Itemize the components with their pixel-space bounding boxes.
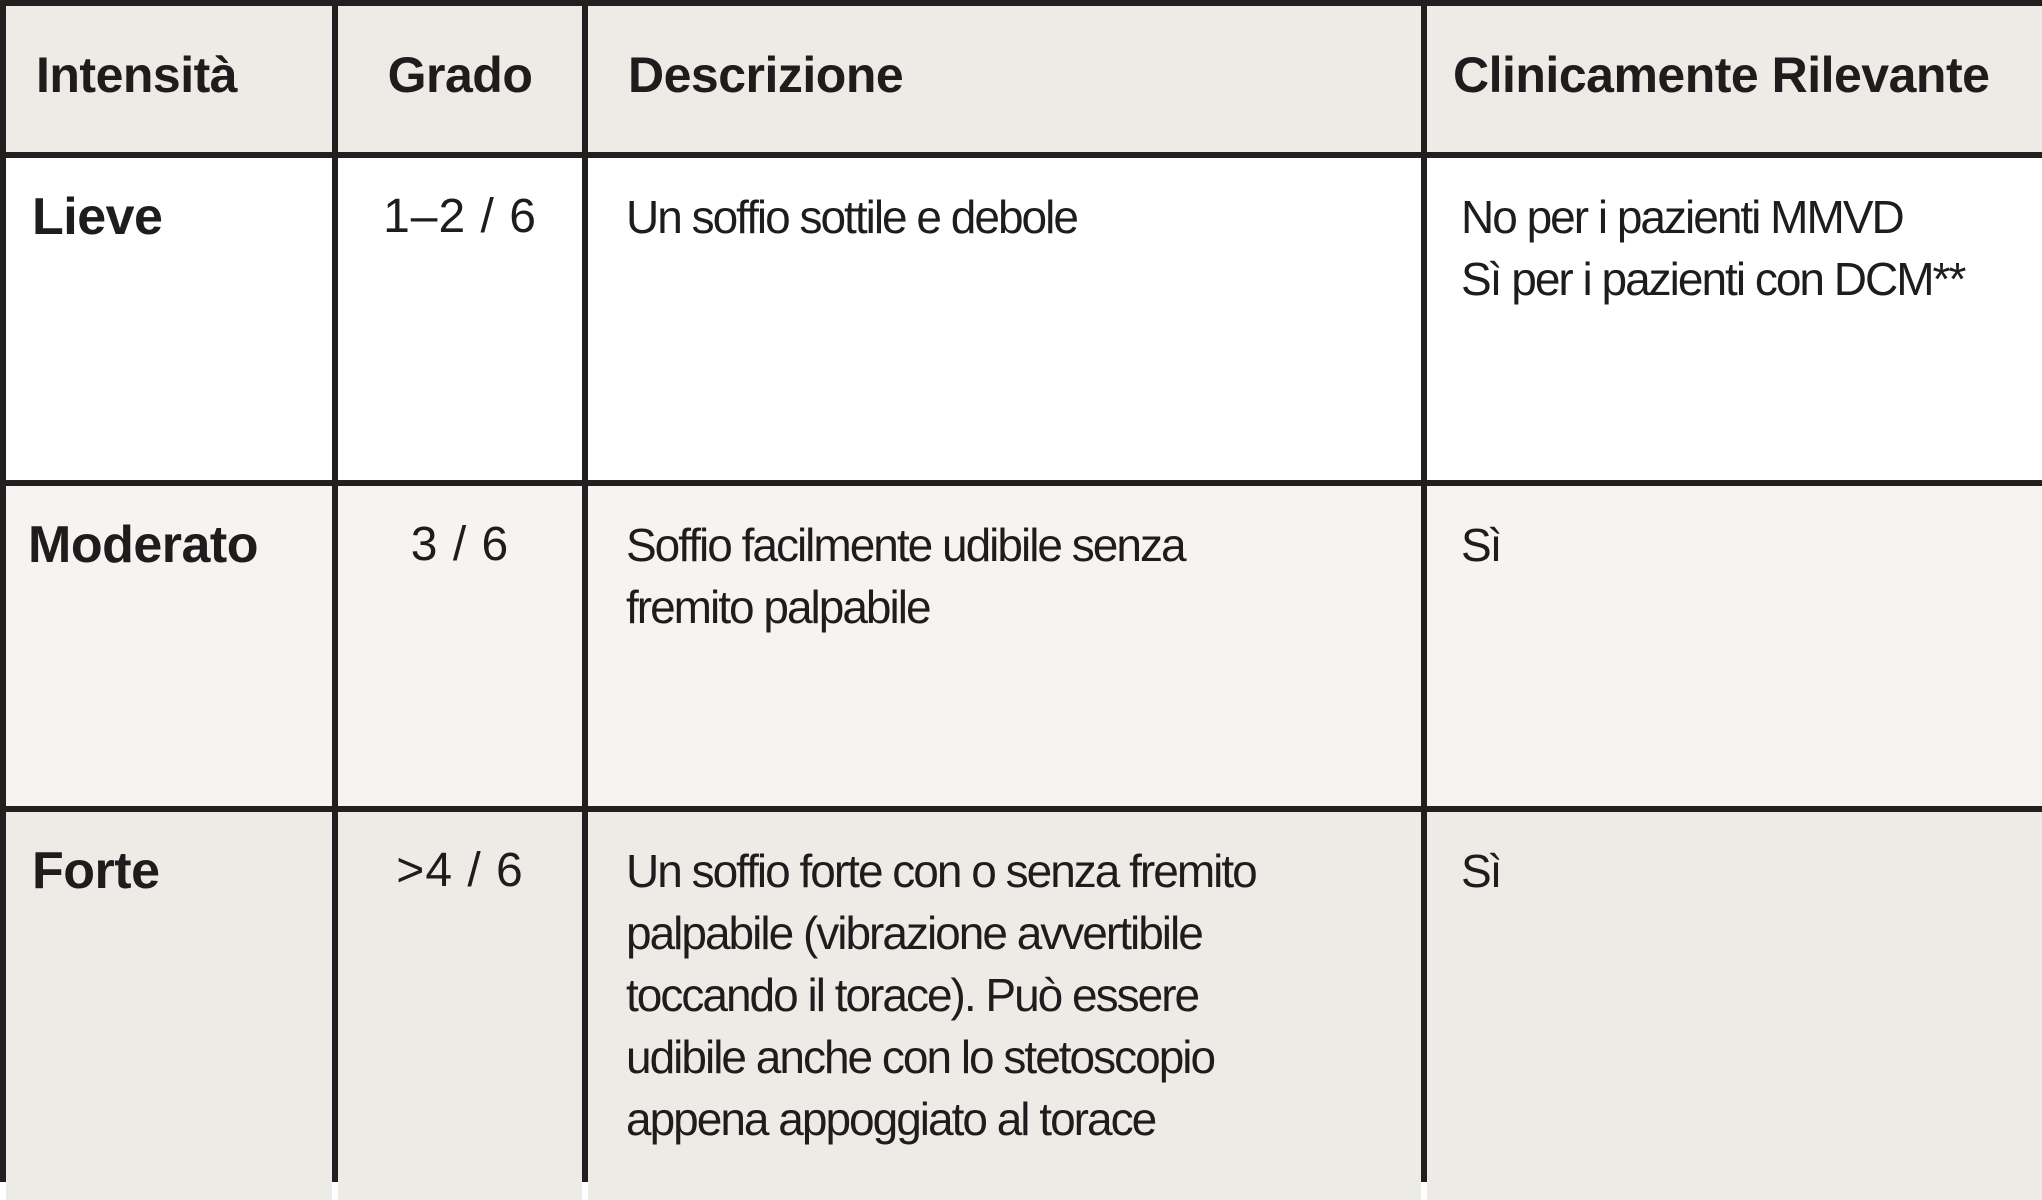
relevant-cell	[1427, 158, 2042, 480]
relevant-cell	[1427, 812, 2042, 1200]
description-line: palpabile (vibrazione avvertibile	[626, 907, 1202, 959]
grade-cell: 1–2 / 6	[338, 158, 582, 480]
description-line: Soffio facilmente udibile senza	[626, 519, 1185, 571]
relevant-line: Sì	[1461, 845, 1501, 897]
relevant-line: Sì per i pazienti con DCM**	[1461, 253, 1965, 305]
intensity-cell: Lieve	[6, 158, 332, 480]
intensity-cell: Moderato	[6, 486, 332, 806]
header-description: Descrizione	[588, 6, 1421, 152]
description-line: toccando il torace). Può essere	[626, 969, 1199, 1021]
description-line: fremito palpabile	[626, 581, 930, 633]
description-cell	[588, 158, 1421, 480]
description-line: Un soffio forte con o senza fremito	[626, 845, 1256, 897]
grade-cell: >4 / 6	[338, 812, 582, 1200]
intensity-cell: Forte	[6, 812, 332, 1200]
description-line: Un soffio sottile e debole	[626, 191, 1077, 243]
header-grade: Grado	[338, 6, 582, 152]
relevant-cell	[1427, 486, 2042, 806]
relevant-line: No per i pazienti MMVD	[1461, 191, 1903, 243]
description-cell	[588, 812, 1421, 1200]
description-line: udibile anche con lo stetoscopio	[626, 1031, 1215, 1083]
description-cell	[588, 486, 1421, 806]
grade-cell: 3 / 6	[338, 486, 582, 806]
header-intensity: Intensità	[6, 6, 332, 152]
relevant-line: Sì	[1461, 519, 1501, 571]
header-clinically-relevant: Clinicamente Rilevante	[1427, 6, 2042, 152]
description-line: appena appoggiato al torace	[626, 1093, 1156, 1145]
